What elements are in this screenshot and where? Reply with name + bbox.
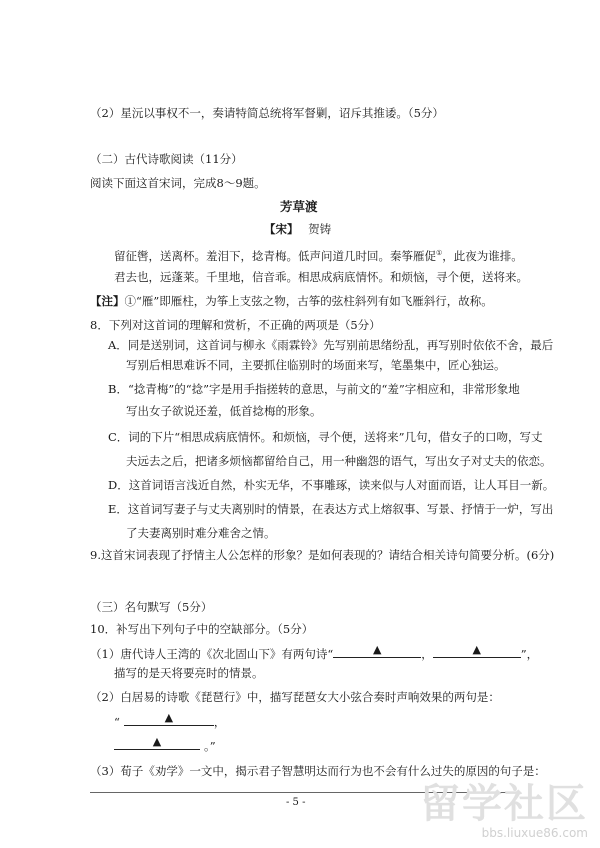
blank-marker-icon: ▲ (152, 735, 162, 748)
close-quote: 。” (204, 739, 216, 753)
poem-note (90, 294, 493, 308)
q10-part-1-text: （1）唐代诗人王湾的《次北固山下》有两句诗“ (90, 647, 334, 661)
q8-option-a: A．同是送别词，这首词与柳永《雨霖铃》先写别前思绪纷乱，再写别时依依不舍，最后 (108, 338, 554, 352)
question-8-stem: 8．下列对这首词的理解和赏析，不正确的两项是（5分） (90, 318, 381, 332)
question-7-part-2: （2）星沅以事权不一，奏请特简总统将军督剿，诏斥其推诿。（5分） (90, 106, 444, 120)
watermark-logo: 留学社区 (420, 781, 588, 827)
poem-line-1 (114, 246, 523, 263)
note-text: ①“雁”即雁柱，为筝上支弦之物，古筝的弦柱斜列有如飞雁斜行，故称。 (124, 294, 493, 308)
poem-dynasty: 【宋】 (264, 222, 299, 236)
poem-line-1-rest: ，此夜为谁排。 (442, 248, 523, 263)
q10-part-1 (90, 643, 539, 661)
poem-author: 贺铸 (308, 222, 332, 236)
watermark (420, 782, 588, 840)
poetry-instruction: 阅读下面这首宋词，完成8～9题。 (90, 176, 266, 190)
q10-part-1-sep: ， (421, 647, 433, 661)
q8-option-b-cont: 写出女子欲说还羞，低首捻梅的形象。 (126, 404, 322, 418)
q10-part-2-blank-1-line (114, 711, 226, 729)
poem-title: 芳草渡 (280, 199, 318, 214)
q10-part-2: （2）白居易的诗歌《琵琶行》中，描写琵琶女大小弦合奏时声响效果的两句是： (90, 690, 500, 704)
q10-part-3: （3）荀子《劝学》一文中，揭示君子智慧明达而行为也不会有什么过失的原因的句子是： (90, 764, 546, 778)
q10-part-2-comma: ， (213, 715, 226, 729)
q8-option-e-cont: 了夫妻离别时难分难舍之情。 (126, 526, 276, 540)
watermark-url: bbs.liuxue86.com (481, 826, 588, 840)
answer-blank[interactable] (114, 735, 200, 750)
q8-option-b: B．“捻青梅”的“捻”字是用手指搓转的意思，与前文的“羞”字相应和，非常形象地 (108, 382, 520, 396)
blank-marker-icon: ▲ (164, 711, 174, 724)
answer-blank[interactable] (124, 711, 214, 726)
q8-option-e: E．这首词写妻子与丈夫离别时的情景，在表达方式上熔叙事、写景、抒情于一炉，写出 (108, 502, 554, 516)
blank-marker-icon: ▲ (372, 643, 382, 656)
q8-option-a-cont: 写别后相思难诉不同，主要抓住临别时的场面来写，笔墨集中，匠心独运。 (126, 358, 506, 372)
q10-part-1-close: ”， (520, 647, 539, 661)
note-tag: 【注】 (90, 294, 125, 308)
open-quote: “ (114, 715, 120, 729)
blank-marker-icon: ▲ (472, 643, 481, 656)
page-number: - 5 - (286, 797, 306, 808)
poem-line-1-text: 留征辔，送离杯。羞泪下，捻青梅。低声问道几时回。秦筝雁促 (114, 248, 436, 263)
poem-byline (264, 222, 331, 236)
q10-part-2-blank-2-line (114, 735, 216, 753)
q8-option-c: C．词的下片“相思成病底情怀。和烦恼，寻个便，送将来”几句，借女子的口吻，写丈 (108, 430, 543, 444)
q10-part-1-cont: 描写的是天将要亮时的情景。 (114, 666, 264, 680)
q8-option-d: D．这首词语言浅近自然，朴实无华，不事雕琢，读来似与人对面而语，让人耳目一新。 (108, 478, 555, 492)
footnote-marker: ① (436, 249, 443, 257)
question-10-stem: 10．补写出下列句子中的空缺部分。（5分） (90, 622, 314, 636)
section-heading-poetry: （二）古代诗歌阅读（11分） (90, 152, 243, 166)
poem-line-2: 君去也，远蓬莱。千里地，信音乖。相思成病底情怀。和烦恼，寻个便，送将来。 (114, 270, 528, 284)
answer-blank[interactable] (433, 643, 521, 658)
question-9: 9.这首宋词表现了抒情主人公怎样的形象？是如何表现的？请结合相关诗句简要分析。(6分) (90, 548, 555, 562)
section-heading-recitation: （三）名句默写（5分） (90, 600, 213, 614)
q8-option-c-cont: 夫远去之后，把诸多烦恼都留给自己，用一种幽怨的语气，写出女子对丈夫的依恋。 (126, 454, 552, 468)
answer-blank[interactable] (333, 643, 421, 658)
